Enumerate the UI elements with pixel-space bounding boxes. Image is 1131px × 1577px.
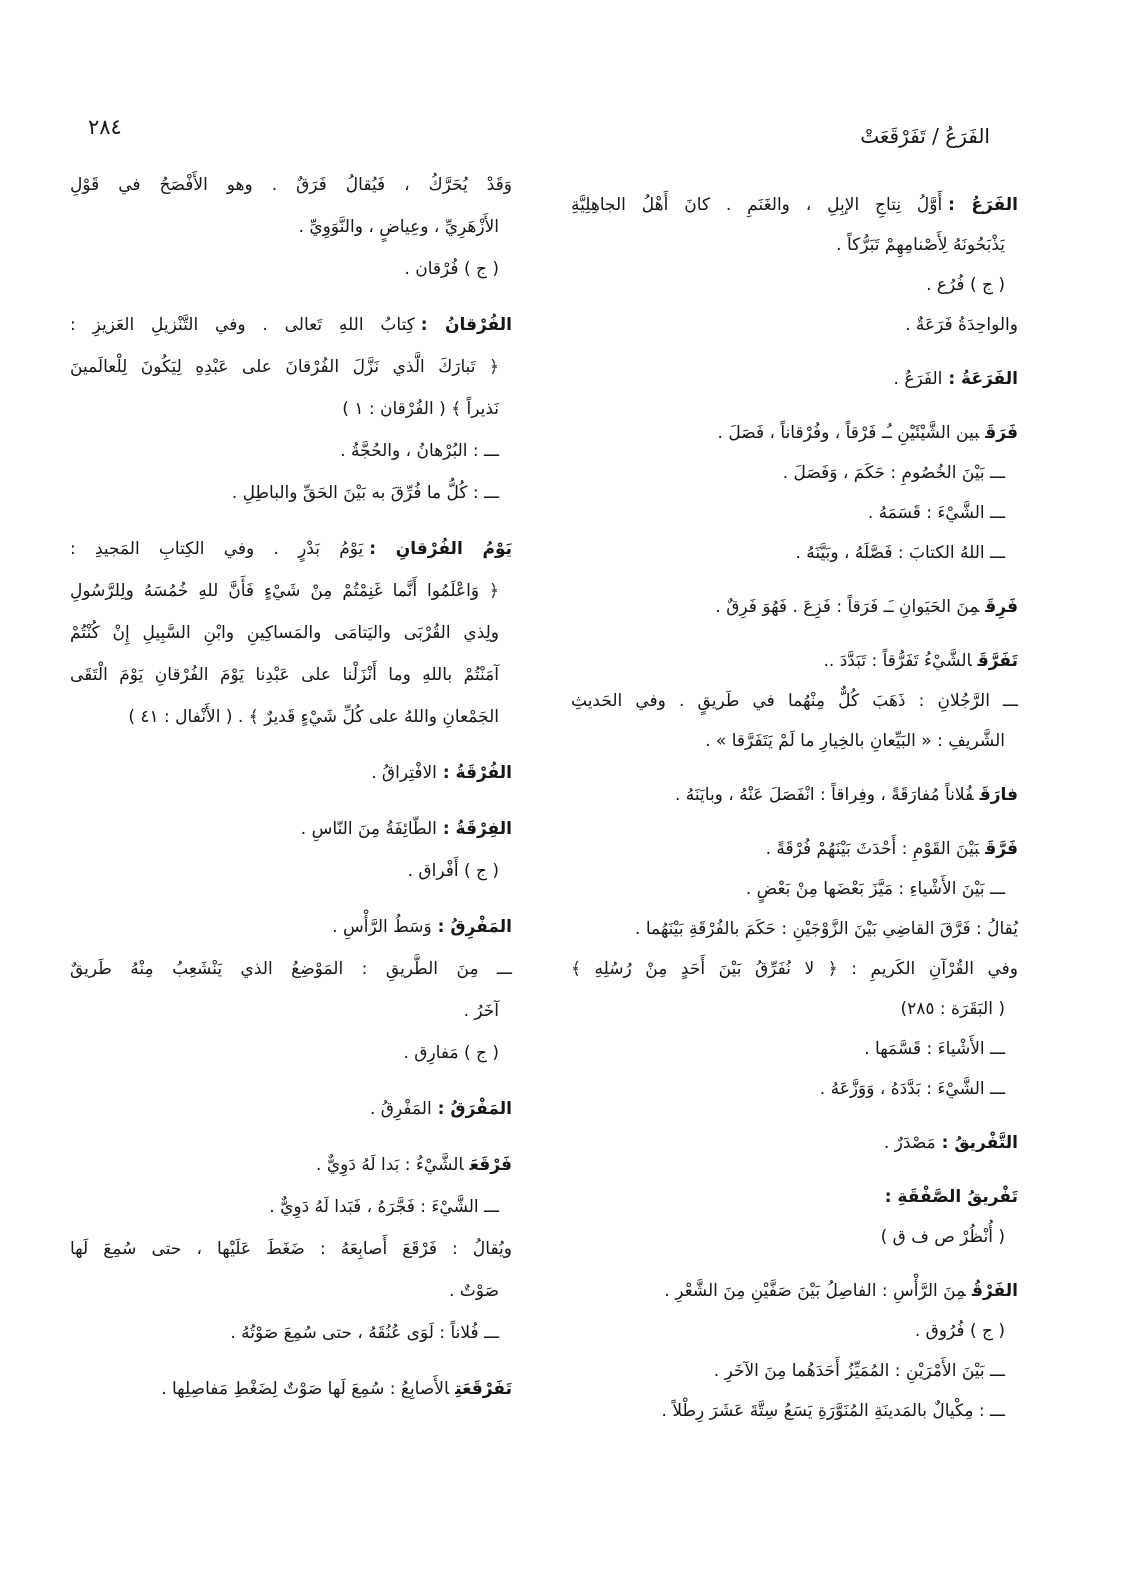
- definition-text: ـــ الشَّيْءَ : فَجَّرَهُ ، فَبَدا لَهُ دَوِيٌّ .: [269, 1197, 499, 1217]
- page-number: ٢٨٤: [88, 115, 122, 139]
- entry-line: [70, 1088, 512, 1130]
- dictionary-entry: [571, 185, 1018, 265]
- definition-text: وَقَدْ يُحَرَّكُ ، فَيُقالُ فَرَقٌ . وهو الأَفْصَحُ في قَوْلِ: [70, 175, 512, 195]
- headword: الفَرْقُ: [971, 1281, 1018, 1301]
- sense-entry: [70, 430, 512, 472]
- definition-text: الافْتِراقُ .: [371, 763, 437, 783]
- sense-entry: [571, 1391, 1018, 1431]
- dictionary-entry: [571, 641, 1018, 681]
- headword: فَرَّقَ: [985, 839, 1018, 859]
- definition-text: مِنَ الحَيَوانِ ـَـ فَرَقاً : فَزِعَ . فَهُوَ فَرِقٌ .: [715, 597, 980, 617]
- continuation-line: نَذيراً ﴾ ( الفُرْقان : ١ ): [342, 399, 499, 419]
- sense-entry: [571, 1029, 1018, 1069]
- definition-text: الطّائِفَةُ مِنَ النّاسِ .: [300, 819, 437, 839]
- dictionary-entry: [70, 1144, 512, 1186]
- definition-text: ـــ : كُلُّ ما فُرِّقَ به بَيْنَ الحَقِّ والباطِلِ .: [231, 483, 499, 503]
- entry-line: [70, 752, 512, 794]
- entry-line: [571, 265, 1018, 305]
- headword: تَفَرْقَعَتِ: [455, 1379, 512, 1399]
- entry-line: [571, 1271, 1018, 1311]
- entry-line: [571, 1177, 1018, 1217]
- headword: الفَرَعُ :: [948, 195, 1018, 215]
- entry-line: [70, 1032, 512, 1074]
- sense-entry: [70, 248, 512, 290]
- continuation-line: آمَنْتُمْ باللهِ وما أَنْزَلْنا على عَبْدِنا يَوْمَ الفُرْقانِ يَوْمَ الْتَقَى: [70, 665, 499, 685]
- dictionary-entry: [571, 587, 1018, 627]
- dictionary-entry: [571, 829, 1018, 869]
- entry-line: [70, 1312, 512, 1354]
- dictionary-entry: [571, 1123, 1018, 1163]
- entry-line: [70, 164, 512, 206]
- definition-text: والواحِدَةُ فَرَعَةٌ .: [905, 315, 1018, 335]
- left-column: [70, 164, 512, 1410]
- entry-line: [70, 1228, 512, 1270]
- sense-entry: [571, 869, 1018, 909]
- definition-text: فُلاناً مُفارَقَةً ، وفِراقاً : انْفَصَلَ عَنْهُ ، وبايَنَهُ .: [674, 785, 974, 805]
- continuation-line: صَوْتٌ .: [448, 1281, 499, 1301]
- entry-line: [571, 533, 1018, 573]
- entry-line: [571, 185, 1018, 225]
- sense-entry: [571, 1351, 1018, 1391]
- entry-line: [571, 949, 1018, 989]
- sense-entry: [571, 1069, 1018, 1109]
- headword: فارَقَ: [979, 785, 1018, 805]
- headword: يَوْمُ الفُرْقانِ :: [369, 539, 513, 559]
- entry-line: [571, 453, 1018, 493]
- dictionary-entry: [70, 1368, 512, 1410]
- entry-line: [571, 909, 1018, 949]
- continuation-line: ﴿ وَاعْلَمُوا أَنَّما غَنِمْتُمْ مِنْ شَيْءٍ فَأَنَّ للهِ خُمُسَهُ ولِلرَّسُولِ: [70, 581, 499, 601]
- running-head: الفَرَعُ / تَفَرْقَعَتْ: [860, 124, 990, 148]
- dictionary-entry: [70, 304, 512, 430]
- entry-line: [571, 1029, 1018, 1069]
- entry-line: [571, 305, 1018, 345]
- definition-text: وَسَطُ الرَّأْسِ .: [332, 917, 432, 937]
- sense-entry: [70, 164, 512, 248]
- entry-line: [70, 1144, 512, 1186]
- definition-text: الأَصابِعُ : سُمِعَ لَها صَوْتٌ لِضَغْطِ مَفاصِلِها .: [161, 1379, 450, 1399]
- entry-line: [571, 1123, 1018, 1163]
- entry-line: [70, 850, 512, 892]
- definition-text: يُقالُ : فَرَّقَ القاضِي بَيْنَ الزَّوْجَيْنِ : حَكَمَ بالفُرْقَةِ بَيْنَهُما .: [635, 919, 1018, 939]
- sense-entry: [70, 1186, 512, 1228]
- headword: الفُرْقانُ :: [420, 315, 512, 335]
- headword: تَفَرَّقَ: [977, 651, 1018, 671]
- definition-text: كِتابُ اللهِ تَعالى . وفي التَّنْزيلِ العَزيزِ :: [70, 315, 415, 335]
- definition-text: ـــ بَيْنَ الأَمْرَيْنِ : المُمَيِّزُ أَحَدَهُما مِنَ الآخَرِ .: [713, 1361, 1005, 1381]
- definition-text: الفَرَعُ .: [893, 369, 943, 389]
- sense-entry: [571, 453, 1018, 493]
- headword: المَفْرِقُ :: [437, 917, 512, 937]
- sense-entry: [571, 493, 1018, 533]
- headword: فَرَقَ: [985, 423, 1018, 443]
- sense-entry: [571, 265, 1018, 305]
- definition-text: ويُقالُ : فَرْقَعَ أَصابِعَهُ : ضَغَطَ عَلَيْها ، حتى سُمِعَ لَها: [70, 1239, 512, 1259]
- definition-text: مِنَ الرَّأْسِ : الفاصِلُ بَيْنَ صَفَّيْنِ مِنَ الشَّعْرِ .: [664, 1281, 966, 1301]
- headword: فَرِقَ: [985, 597, 1018, 617]
- continuation-line: الأَزْهَرِيِّ ، وعِياضٍ ، والنَّوَوِيِّ .: [298, 217, 499, 237]
- dictionary-entry: [70, 528, 512, 738]
- entry-line: [70, 906, 512, 948]
- definition-text: ـــ بَيْنَ الخُصُومِ : حَكَمَ ، وَفَصَلَ .: [782, 463, 1005, 483]
- definition-text: ـــ الرَّجُلانِ : ذَهَبَ كُلٌّ مِنْهُما في طَريقٍ . وفي الحَديثِ: [571, 691, 1018, 711]
- definition-text: ـــ : البُرْهانُ ، والحُجَّةُ .: [340, 441, 499, 461]
- definition-text: الشَّيْءُ تَفَرُّقاً : تَبَدَّدَ ..: [823, 651, 972, 671]
- definition-text: ( ج ) فُرْقان .: [404, 259, 499, 279]
- dictionary-entry: [70, 1088, 512, 1130]
- definition-text: مَصْدَرٌ .: [883, 1133, 936, 1153]
- entry-line: [571, 493, 1018, 533]
- entry-line: [571, 1351, 1018, 1391]
- definition-text: ( ج ) أَفْراق .: [407, 861, 499, 881]
- continuation-line: ( أُنْظُرْ ص ف ق ): [880, 1227, 1005, 1247]
- dictionary-entry: [571, 775, 1018, 815]
- sense-entry: [70, 948, 512, 1032]
- entry-line: [70, 1186, 512, 1228]
- entry-line: [571, 681, 1018, 721]
- definition-text: بين الشَّيْئَيْنِ ـُـ فَرْقاً ، وفُرْقاناً ، فَصَلَ .: [717, 423, 980, 443]
- definition-text: ـــ فُلاناً : لَوَى عُنُقَهُ ، حتى سُمِعَ صَوْتُهُ .: [230, 1323, 499, 1343]
- sense-entry: [70, 1312, 512, 1354]
- headword: الفِرْقَةُ :: [442, 819, 512, 839]
- headword: تَفْريقُ الصَّفْقَةِ :: [884, 1187, 1018, 1207]
- entry-line: [70, 248, 512, 290]
- dictionary-entry: [70, 752, 512, 794]
- right-column: [571, 185, 1018, 1431]
- dictionary-entry: [571, 1271, 1018, 1311]
- definition-text: ـــ اللهُ الكتابَ : فَصَّلَهُ ، وبَيَّنَهُ .: [795, 543, 1005, 563]
- definition-text: ـــ بَيْنَ الأَشْياءِ : مَيَّزَ بَعْضَها مِنْ بَعْضٍ .: [745, 879, 1005, 899]
- entry-line: [571, 1069, 1018, 1109]
- definition-text: المَفْرِقُ .: [370, 1099, 432, 1119]
- definition-text: ـــ الشَّيْءَ : قَسَمَهُ .: [867, 503, 1005, 523]
- dictionary-entry: [571, 413, 1018, 453]
- continuation-line: ﴿ تَبارَكَ الَّذي نَزَّلَ الفُرْقانَ على عَبْدِهِ لِيَكُونَ لِلْعالَمينَ: [70, 357, 499, 377]
- continuation-line: الجَمْعانِ واللهُ على كُلِّ شَيْءٍ قَديرٌ ﴾ . ( الأَنْفال : ٤١ ): [128, 707, 499, 727]
- headword: التَّفْريقُ :: [941, 1133, 1018, 1153]
- dictionary-entry: [70, 808, 512, 850]
- definition-text: الشَّيْءُ : بَدا لَهُ دَوِيٌّ .: [316, 1155, 464, 1175]
- sense-entry: [571, 533, 1018, 573]
- entry-line: [571, 413, 1018, 453]
- definition-text: يَوْمُ بَدْرٍ . وفي الكِتابِ المَجيدِ :: [70, 539, 364, 559]
- definition-text: ـــ الأَشْياءَ : قَسَّمَها .: [864, 1039, 1005, 1059]
- entry-line: [571, 1391, 1018, 1431]
- definition-text: أَوَّلُ نِتاجِ الإبِلِ ، والغَنَمِ . كانَ أَهْلُ الجاهِلِيَّةِ: [571, 195, 943, 215]
- entry-line: [70, 808, 512, 850]
- entry-line: [571, 587, 1018, 627]
- headword: فَرْقَعَ: [469, 1155, 512, 1175]
- entry-line: [571, 641, 1018, 681]
- definition-text: ـــ الشَّيْءَ : بَدَّدَهُ ، وَوَزَّعَهُ .: [819, 1079, 1005, 1099]
- definition-text: ـــ : مِكْيالٌ بالمَدينَةِ المُنَوَّرَةِ يَسَعُ سِتَّةَ عَشَرَ رِطْلاً .: [661, 1401, 1005, 1421]
- sense-entry: [70, 472, 512, 514]
- continuation-line: يَذْبَحُونَهُ لِأَصْنامِهِمْ تَبَرُّكاً .: [836, 235, 1005, 255]
- sense-entry: [571, 305, 1018, 345]
- entry-line: [571, 869, 1018, 909]
- sense-entry: [70, 1228, 512, 1312]
- entry-line: [70, 948, 512, 990]
- definition-text: بَيْنَ القَوْمِ : أَحْدَثَ بَيْنَهُمْ فُرْقَةً .: [765, 839, 980, 859]
- sense-entry: [571, 681, 1018, 761]
- definition-text: ( ج ) فُرُع .: [926, 275, 1005, 295]
- dictionary-entry: [571, 1177, 1018, 1257]
- entry-line: [571, 1311, 1018, 1351]
- headword: الفَرَعَةُ :: [948, 369, 1018, 389]
- sense-entry: [70, 850, 512, 892]
- continuation-line: الشَّريفِ : « البَيِّعانِ بالخِيارِ ما لَمْ يَتَفَرَّقا » .: [705, 731, 1005, 751]
- dictionary-entry: [70, 906, 512, 948]
- sense-entry: [70, 1032, 512, 1074]
- entry-line: [70, 1368, 512, 1410]
- entry-line: [70, 304, 512, 346]
- definition-text: ـــ مِنَ الطَّريقِ : المَوْضِعُ الذي يَنْشَعِبُ مِنْهُ طَريقٌ: [70, 959, 512, 979]
- headword: الفُرْقَةُ :: [442, 763, 512, 783]
- continuation-line: ولِذي القُرْبَى واليَتامَى والمَساكِينِ وابْنِ السَّبِيلِ إِنْ كُنْتُمْ: [70, 623, 499, 643]
- entry-line: [70, 430, 512, 472]
- definition-text: ( ج ) مَفارِق .: [403, 1043, 499, 1063]
- entry-line: [571, 829, 1018, 869]
- continuation-line: ( البَقَرَة : ٢٨٥): [900, 999, 1005, 1019]
- definition-text: ( ج ) فُرُوق .: [914, 1321, 1005, 1341]
- continuation-line: آخَرُ .: [463, 1001, 499, 1021]
- definition-text: وفي القُرْآنِ الكَريمِ : ﴿ لا نُفَرِّقُ بَيْنَ أَحَدٍ مِنْ رُسُلِهِ ﴾: [571, 959, 1018, 979]
- sense-entry: [571, 1311, 1018, 1351]
- headword: المَفْرَقُ :: [437, 1099, 512, 1119]
- dictionary-entry: [571, 359, 1018, 399]
- entry-line: [571, 775, 1018, 815]
- entry-line: [70, 472, 512, 514]
- entry-line: [70, 528, 512, 570]
- sense-entry: [571, 949, 1018, 1029]
- sense-entry: [571, 909, 1018, 949]
- entry-line: [571, 359, 1018, 399]
